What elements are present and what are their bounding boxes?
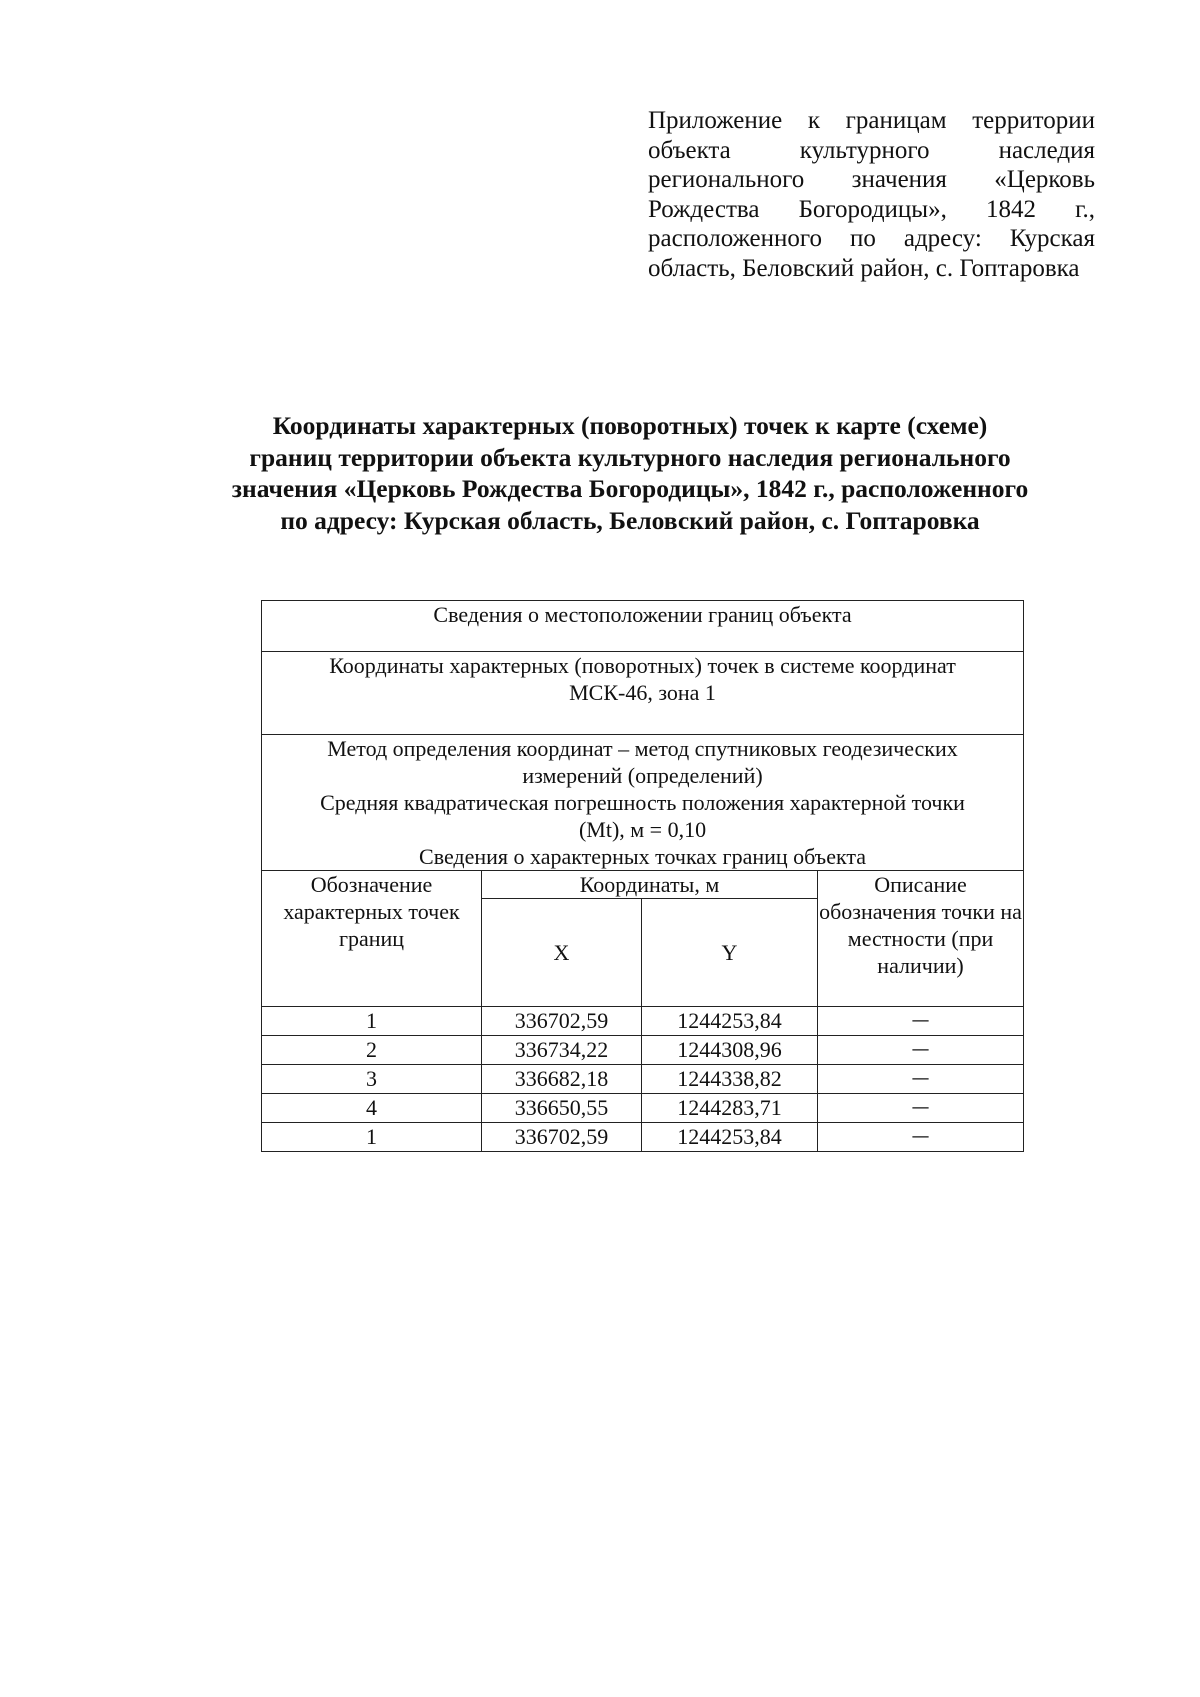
x-cell: 336650,55	[482, 1094, 642, 1123]
col-coordinates-label: Координаты, м	[579, 872, 720, 897]
info-header: Сведения о местоположении границ объекта	[433, 602, 852, 627]
point-cell: 1	[262, 1007, 482, 1036]
col-description-header	[818, 871, 1024, 1007]
method-line-1: Метод определения координат – метод спутниковых геодезических	[327, 736, 958, 761]
info-header-cell	[262, 601, 1024, 652]
y-cell: 1244283,71	[642, 1094, 818, 1123]
document-title	[160, 410, 1100, 536]
table-row	[262, 1036, 1024, 1065]
table-row	[262, 1007, 1024, 1036]
point-cell: 4	[262, 1094, 482, 1123]
coordinates-table	[261, 600, 1024, 1152]
col-designation-header	[262, 871, 482, 1007]
title-line-3: значения «Церковь Рождества Богородицы», 1842 г., расположенного	[231, 474, 1029, 503]
error-line-1: Средняя квадратическая погрешность положения характерной точки	[320, 790, 965, 815]
appendix-note: Приложение к границам территории объекта культурного наследия регионального значения «Церковь Рождества Богородицы», 1842 г., расположенного по адресу: Курская область, Беловский район, с. Гоптаровка	[648, 107, 1095, 282]
method-cell	[262, 735, 1024, 871]
x-cell: 336702,59	[482, 1123, 642, 1152]
col-x-header	[482, 899, 642, 1007]
description-cell: —	[818, 1094, 1024, 1123]
point-cell: 1	[262, 1123, 482, 1152]
title-line-4: по адресу: Курская область, Беловский район, с. Гоптаровка	[280, 505, 980, 535]
point-cell: 3	[262, 1065, 482, 1094]
col-coordinates-header	[482, 871, 818, 899]
description-cell: —	[818, 1036, 1024, 1065]
point-cell: 2	[262, 1036, 482, 1065]
points-header: Сведения о характерных точках границ объекта	[419, 844, 866, 869]
col-designation-label: Обозначение характерных точек границ	[283, 872, 460, 951]
col-description-label: Описание обозначения точки на местности (при наличии)	[819, 872, 1022, 978]
table-row	[262, 1123, 1024, 1152]
description-cell: —	[818, 1065, 1024, 1094]
y-cell: 1244253,84	[642, 1123, 818, 1152]
title-line-2: границ территории объекта культурного наследия регионального	[249, 442, 1011, 472]
table-row	[262, 1094, 1024, 1123]
y-cell: 1244338,82	[642, 1065, 818, 1094]
method-line-2: измерений (определений)	[522, 763, 763, 788]
coordinate-system-line-2: МСК-46, зона 1	[569, 680, 716, 705]
x-cell: 336734,22	[482, 1036, 642, 1065]
col-y-header	[642, 899, 818, 1007]
x-cell: 336702,59	[482, 1007, 642, 1036]
description-cell: —	[818, 1123, 1024, 1152]
description-cell: —	[818, 1007, 1024, 1036]
coordinate-system-line-1: Координаты характерных (поворотных) точек в системе координат	[329, 653, 956, 678]
error-line-2: (Mt), м = 0,10	[578, 817, 707, 842]
coordinate-system-cell	[262, 652, 1024, 735]
title-line-1: Координаты характерных (поворотных) точек к карте (схеме)	[272, 411, 988, 440]
col-y-label: Y	[721, 940, 738, 965]
y-cell: 1244308,96	[642, 1036, 818, 1065]
col-x-label: X	[553, 940, 570, 965]
table-row	[262, 1065, 1024, 1094]
x-cell: 336682,18	[482, 1065, 642, 1094]
y-cell: 1244253,84	[642, 1007, 818, 1036]
